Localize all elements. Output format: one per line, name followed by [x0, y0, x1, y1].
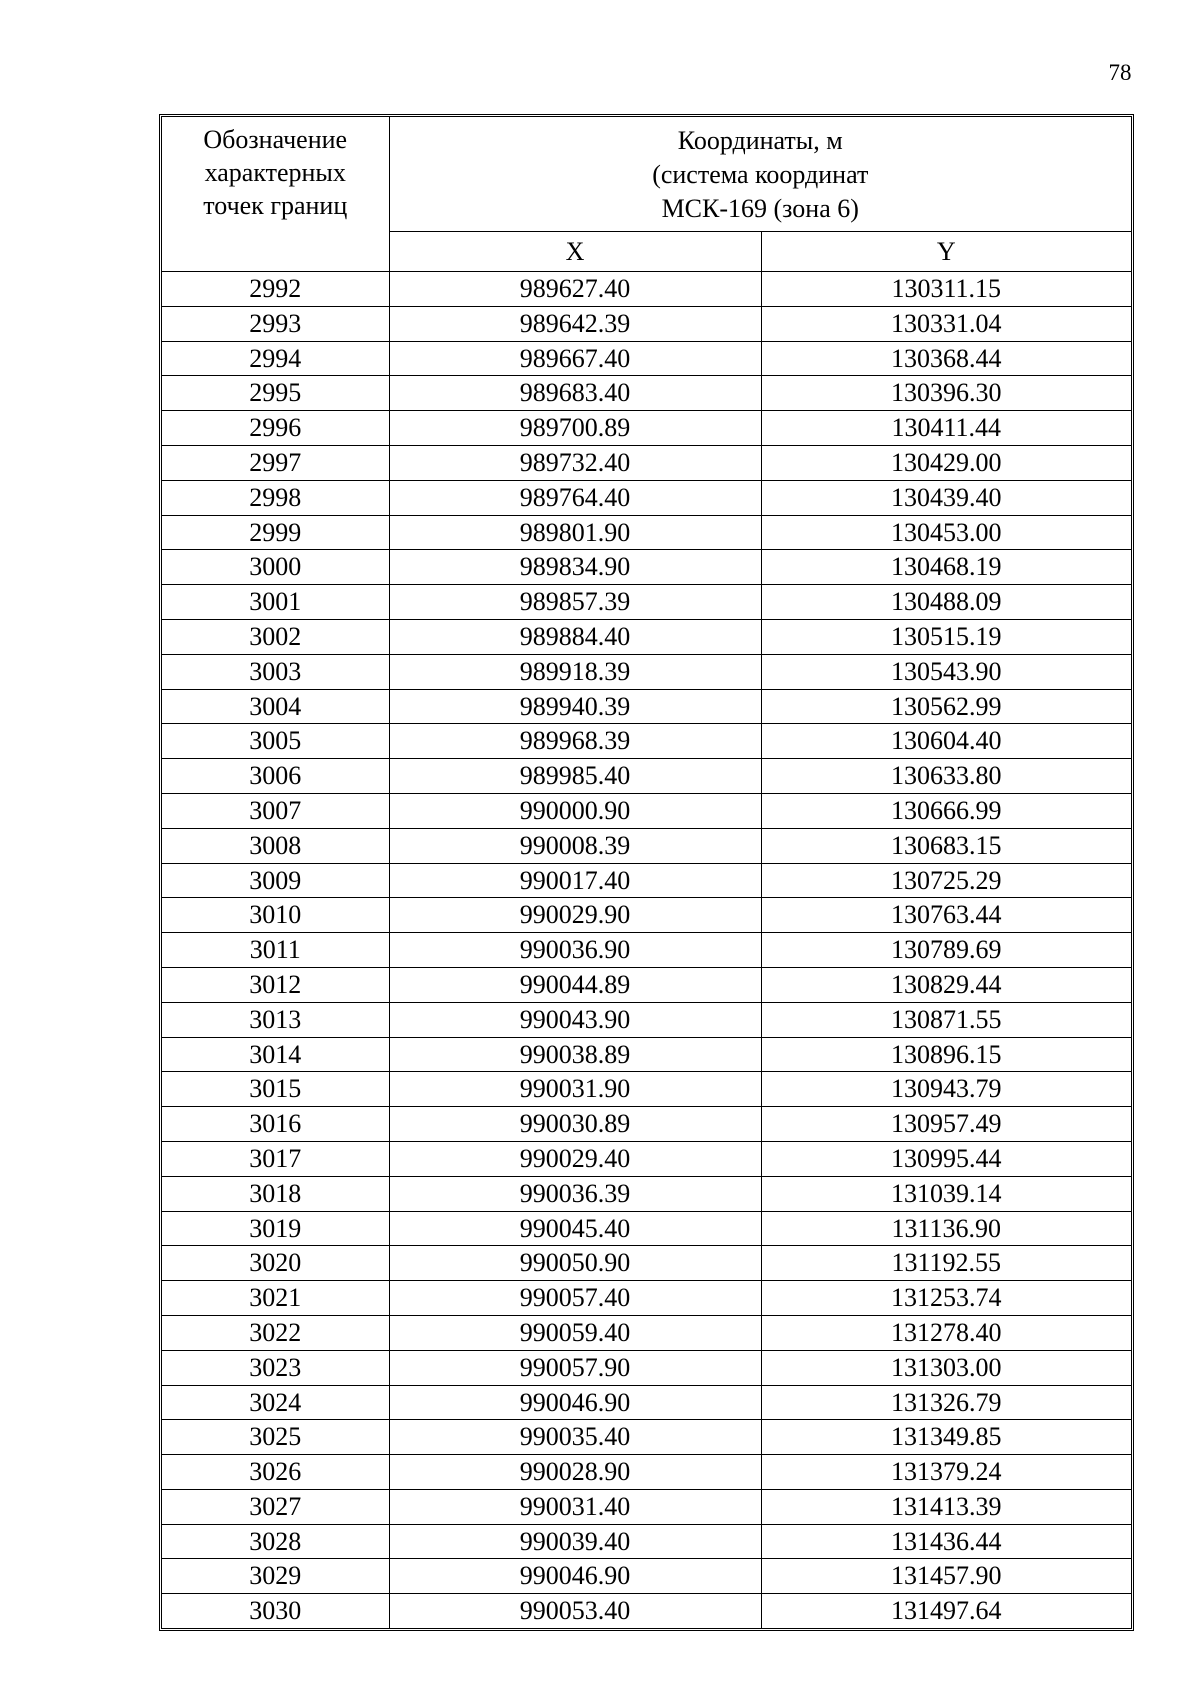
point-cell: 3030 — [162, 1594, 389, 1628]
point-cell: 2993 — [162, 306, 389, 341]
x-cell: 990044.89 — [389, 967, 761, 1002]
table-row — [162, 1315, 1131, 1350]
y-cell: 130488.09 — [761, 585, 1131, 620]
x-cell: 990029.90 — [389, 898, 761, 933]
table-row — [162, 515, 1131, 550]
table-row — [162, 1524, 1131, 1559]
x-cell: 989801.90 — [389, 515, 761, 550]
coords-header-line: (система координат — [652, 160, 869, 189]
table-row — [162, 1107, 1131, 1142]
table-row — [162, 480, 1131, 515]
x-cell: 990030.89 — [389, 1107, 761, 1142]
y-cell: 130633.80 — [761, 759, 1131, 794]
y-cell: 131436.44 — [761, 1524, 1131, 1559]
table-body — [162, 272, 1131, 1629]
header-row — [162, 117, 1131, 232]
point-cell: 3007 — [162, 793, 389, 828]
point-cell: 2995 — [162, 376, 389, 411]
x-cell: 990053.40 — [389, 1594, 761, 1628]
point-cell: 2994 — [162, 341, 389, 376]
y-cell: 130871.55 — [761, 1002, 1131, 1037]
point-cell: 3017 — [162, 1141, 389, 1176]
x-cell: 990031.40 — [389, 1489, 761, 1524]
point-cell: 3022 — [162, 1315, 389, 1350]
y-cell: 130789.69 — [761, 933, 1131, 968]
table-row — [162, 967, 1131, 1002]
point-cell: 3013 — [162, 1002, 389, 1037]
table-row — [162, 341, 1131, 376]
x-cell: 990046.90 — [389, 1385, 761, 1420]
x-cell: 990036.39 — [389, 1176, 761, 1211]
point-cell: 3029 — [162, 1559, 389, 1594]
point-cell: 3003 — [162, 654, 389, 689]
y-cell: 130763.44 — [761, 898, 1131, 933]
point-cell: 3015 — [162, 1072, 389, 1107]
table-row — [162, 1489, 1131, 1524]
y-cell: 130468.19 — [761, 550, 1131, 585]
point-cell: 3021 — [162, 1281, 389, 1316]
x-cell: 990000.90 — [389, 793, 761, 828]
coordinates-table-frame — [159, 114, 1134, 1631]
table-row — [162, 1176, 1131, 1211]
y-cell: 130331.04 — [761, 306, 1131, 341]
point-cell: 3016 — [162, 1107, 389, 1142]
x-cell: 989764.40 — [389, 480, 761, 515]
point-cell: 2997 — [162, 445, 389, 480]
table-row — [162, 1002, 1131, 1037]
x-cell: 989683.40 — [389, 376, 761, 411]
x-cell: 990045.40 — [389, 1211, 761, 1246]
table-row — [162, 585, 1131, 620]
point-cell: 3004 — [162, 689, 389, 724]
table-row — [162, 1141, 1131, 1176]
point-cell: 3001 — [162, 585, 389, 620]
point-cell: 3010 — [162, 898, 389, 933]
x-cell: 989940.39 — [389, 689, 761, 724]
coordinates-table — [162, 117, 1131, 1628]
point-cell: 2992 — [162, 272, 389, 307]
coords-header-line: Координаты, м — [677, 126, 843, 155]
x-cell: 990017.40 — [389, 863, 761, 898]
x-cell: 990059.40 — [389, 1315, 761, 1350]
table-row — [162, 1037, 1131, 1072]
y-cell: 130995.44 — [761, 1141, 1131, 1176]
y-cell: 130368.44 — [761, 341, 1131, 376]
y-cell: 131457.90 — [761, 1559, 1131, 1594]
y-cell: 130453.00 — [761, 515, 1131, 550]
x-cell: 989968.39 — [389, 724, 761, 759]
x-cell: 989918.39 — [389, 654, 761, 689]
table-row — [162, 1420, 1131, 1455]
y-cell: 130543.90 — [761, 654, 1131, 689]
y-cell: 131326.79 — [761, 1385, 1131, 1420]
x-cell: 989732.40 — [389, 445, 761, 480]
point-cell: 3014 — [162, 1037, 389, 1072]
point-cell: 3019 — [162, 1211, 389, 1246]
x-cell: 989857.39 — [389, 585, 761, 620]
point-cell: 3027 — [162, 1489, 389, 1524]
y-cell: 131039.14 — [761, 1176, 1131, 1211]
point-header-line: точек границ — [203, 191, 348, 220]
y-cell: 130943.79 — [761, 1072, 1131, 1107]
point-cell: 3006 — [162, 759, 389, 794]
point-header-line: характерных — [204, 158, 346, 187]
table-row — [162, 828, 1131, 863]
table-row — [162, 1559, 1131, 1594]
coords-header-line: МСК-169 (зона 6) — [661, 194, 859, 223]
x-cell: 990050.90 — [389, 1246, 761, 1281]
point-cell: 3020 — [162, 1246, 389, 1281]
point-cell: 2996 — [162, 411, 389, 446]
x-cell: 989834.90 — [389, 550, 761, 585]
table-row — [162, 689, 1131, 724]
point-cell: 3028 — [162, 1524, 389, 1559]
y-cell: 130515.19 — [761, 619, 1131, 654]
y-cell: 131303.00 — [761, 1350, 1131, 1385]
table-row — [162, 1385, 1131, 1420]
table-row — [162, 724, 1131, 759]
table-row — [162, 863, 1131, 898]
y-cell: 130311.15 — [761, 272, 1131, 307]
table-row — [162, 898, 1131, 933]
y-cell: 131192.55 — [761, 1246, 1131, 1281]
point-cell: 3000 — [162, 550, 389, 585]
table-row — [162, 759, 1131, 794]
x-cell: 990046.90 — [389, 1559, 761, 1594]
point-cell: 3025 — [162, 1420, 389, 1455]
table-row — [162, 1246, 1131, 1281]
y-cell: 130604.40 — [761, 724, 1131, 759]
point-cell: 2999 — [162, 515, 389, 550]
table-row — [162, 1455, 1131, 1490]
x-cell: 990036.90 — [389, 933, 761, 968]
coordinates-column-header — [389, 117, 1131, 232]
table-row — [162, 445, 1131, 480]
y-cell: 131253.74 — [761, 1281, 1131, 1316]
y-cell: 131136.90 — [761, 1211, 1131, 1246]
point-cell: 3023 — [162, 1350, 389, 1385]
y-cell: 131379.24 — [761, 1455, 1131, 1490]
table-row — [162, 1350, 1131, 1385]
y-cell: 130725.29 — [761, 863, 1131, 898]
table-row — [162, 1281, 1131, 1316]
table-row — [162, 654, 1131, 689]
table-row — [162, 793, 1131, 828]
point-cell: 3024 — [162, 1385, 389, 1420]
x-cell: 989627.40 — [389, 272, 761, 307]
x-cell: 989642.39 — [389, 306, 761, 341]
y-cell: 130396.30 — [761, 376, 1131, 411]
point-cell: 3011 — [162, 933, 389, 968]
y-cell: 131413.39 — [761, 1489, 1131, 1524]
y-cell: 131497.64 — [761, 1594, 1131, 1628]
table-row — [162, 306, 1131, 341]
point-column-header — [162, 117, 389, 272]
page-number: 78 — [1108, 60, 1132, 85]
point-cell: 3002 — [162, 619, 389, 654]
y-cell: 131278.40 — [761, 1315, 1131, 1350]
x-cell: 990043.90 — [389, 1002, 761, 1037]
y-cell: 130562.99 — [761, 689, 1131, 724]
x-cell: 989884.40 — [389, 619, 761, 654]
point-cell: 3008 — [162, 828, 389, 863]
y-cell: 130896.15 — [761, 1037, 1131, 1072]
x-cell: 990029.40 — [389, 1141, 761, 1176]
table-row — [162, 272, 1131, 307]
x-cell: 990031.90 — [389, 1072, 761, 1107]
y-cell: 130829.44 — [761, 967, 1131, 1002]
x-cell: 989700.89 — [389, 411, 761, 446]
y-cell: 130429.00 — [761, 445, 1131, 480]
point-cell: 3018 — [162, 1176, 389, 1211]
point-cell: 3026 — [162, 1455, 389, 1490]
point-cell: 3009 — [162, 863, 389, 898]
table-row — [162, 1211, 1131, 1246]
x-cell: 989985.40 — [389, 759, 761, 794]
x-cell: 990039.40 — [389, 1524, 761, 1559]
point-cell: 3012 — [162, 967, 389, 1002]
y-cell: 130957.49 — [761, 1107, 1131, 1142]
y-cell: 130666.99 — [761, 793, 1131, 828]
table-row — [162, 1594, 1131, 1628]
point-cell: 3005 — [162, 724, 389, 759]
table-row — [162, 1072, 1131, 1107]
x-cell: 990057.40 — [389, 1281, 761, 1316]
x-cell: 989667.40 — [389, 341, 761, 376]
table-row — [162, 376, 1131, 411]
x-cell: 990038.89 — [389, 1037, 761, 1072]
y-cell: 131349.85 — [761, 1420, 1131, 1455]
y-cell: 130411.44 — [761, 411, 1131, 446]
x-cell: 990057.90 — [389, 1350, 761, 1385]
point-cell: 2998 — [162, 480, 389, 515]
table-row — [162, 619, 1131, 654]
x-column-header: X — [389, 232, 761, 272]
x-cell: 990035.40 — [389, 1420, 761, 1455]
x-cell: 990008.39 — [389, 828, 761, 863]
table-header — [162, 117, 1131, 272]
point-header-line: Обозначение — [203, 125, 348, 154]
y-cell: 130683.15 — [761, 828, 1131, 863]
y-column-header: Y — [761, 232, 1131, 272]
table-row — [162, 933, 1131, 968]
table-row — [162, 550, 1131, 585]
y-cell: 130439.40 — [761, 480, 1131, 515]
table-row — [162, 411, 1131, 446]
x-cell: 990028.90 — [389, 1455, 761, 1490]
